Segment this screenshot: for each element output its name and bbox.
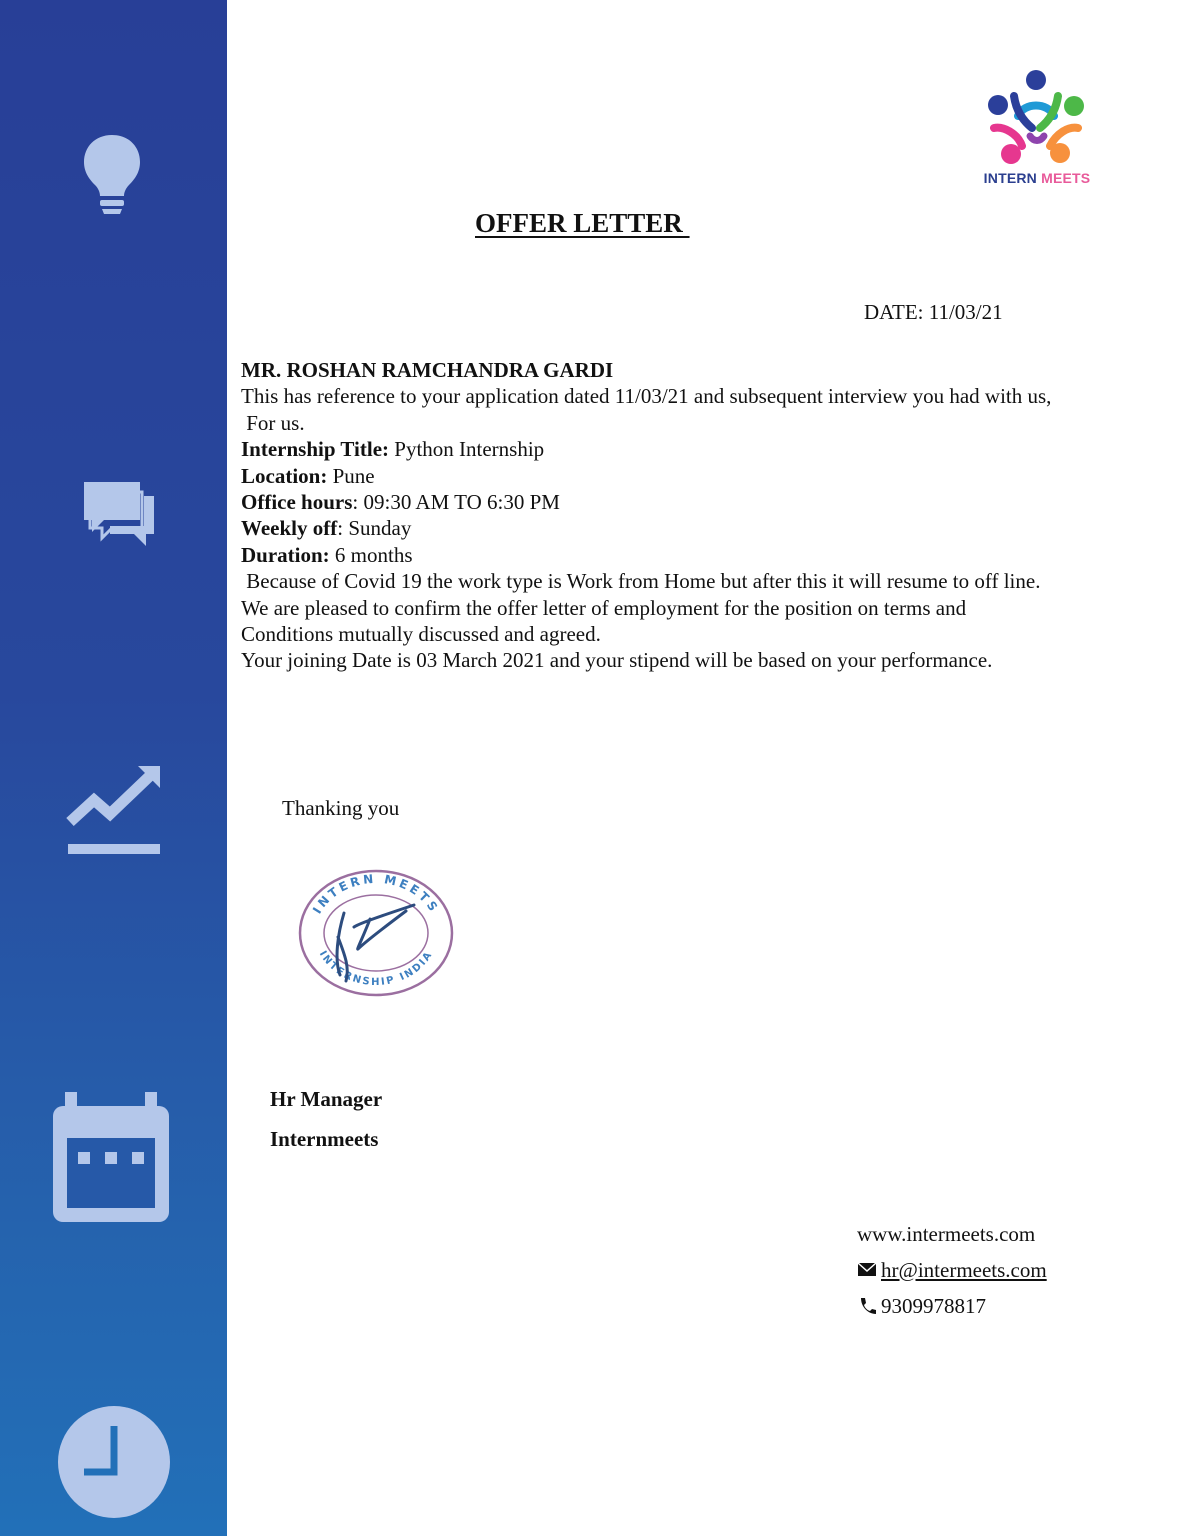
phone-text: 9309978817: [881, 1293, 986, 1318]
signatory-role: Hr Manager: [270, 1087, 383, 1111]
field-location: Location: Pune: [241, 463, 375, 488]
logo-people-icon: [978, 66, 1096, 170]
chat-icon: [82, 480, 156, 548]
joining-line: Your joining Date is 03 March 2021 and your stipend will be based on your performance.: [241, 648, 993, 673]
field-weekly-off: Weekly off: Sunday: [241, 516, 412, 541]
letter-date: DATE: 11/03/21: [864, 300, 1003, 324]
recipient-name: MR. ROSHAN RAMCHANDRA GARDI: [241, 358, 614, 382]
signatory-org: Internmeets: [270, 1127, 379, 1151]
email-row: [857, 1252, 1047, 1288]
page-title: OFFER LETTER: [475, 208, 690, 238]
email-link[interactable]: hr@intermeets.com: [881, 1257, 1047, 1282]
intro-line: This has reference to your application dated 11/03/21 and subsequent interview you had with us,: [241, 384, 1052, 409]
chart-line-icon: [66, 762, 162, 858]
field-internship-title: Internship Title: Python Internship: [241, 437, 545, 462]
covid-note: Because of Covid 19 the work type is Work from Home but after this it will resume to off line.: [241, 569, 1041, 594]
company-logo: [978, 66, 1096, 190]
field-duration: Duration: 6 months: [241, 542, 413, 567]
contact-block: [857, 1216, 1047, 1324]
website-row: [857, 1216, 1047, 1252]
logo-wordmark: INTERN MEETS: [983, 170, 1091, 186]
company-stamp: [294, 863, 458, 1005]
confirm-line: Conditions mutually discussed and agreed.: [241, 622, 601, 647]
svg-text:INTERNSHIP INDIA: INTERNSHIP INDIA: [316, 948, 436, 989]
intro-line: For us.: [241, 410, 305, 435]
phone-row: [857, 1288, 1047, 1324]
field-office-hours: Office hours: 09:30 AM TO 6:30 PM: [241, 490, 560, 515]
closing-text: Thanking you: [282, 796, 400, 820]
phone-icon: [857, 1296, 879, 1316]
svg-text:INTERN MEETS: INTERN MEETS: [310, 871, 442, 917]
confirm-line: We are pleased to confirm the offer letter of employment for the position on terms and: [241, 595, 967, 620]
calendar-icon: [51, 1092, 171, 1224]
letter-body: [241, 357, 1146, 674]
lightbulb-icon: [80, 133, 144, 217]
sidebar: [0, 0, 227, 1536]
website-text: www.intermeets.com: [857, 1221, 1036, 1246]
signature-icon: [337, 905, 414, 981]
clock-icon: [56, 1404, 172, 1520]
envelope-icon: [857, 1260, 879, 1280]
